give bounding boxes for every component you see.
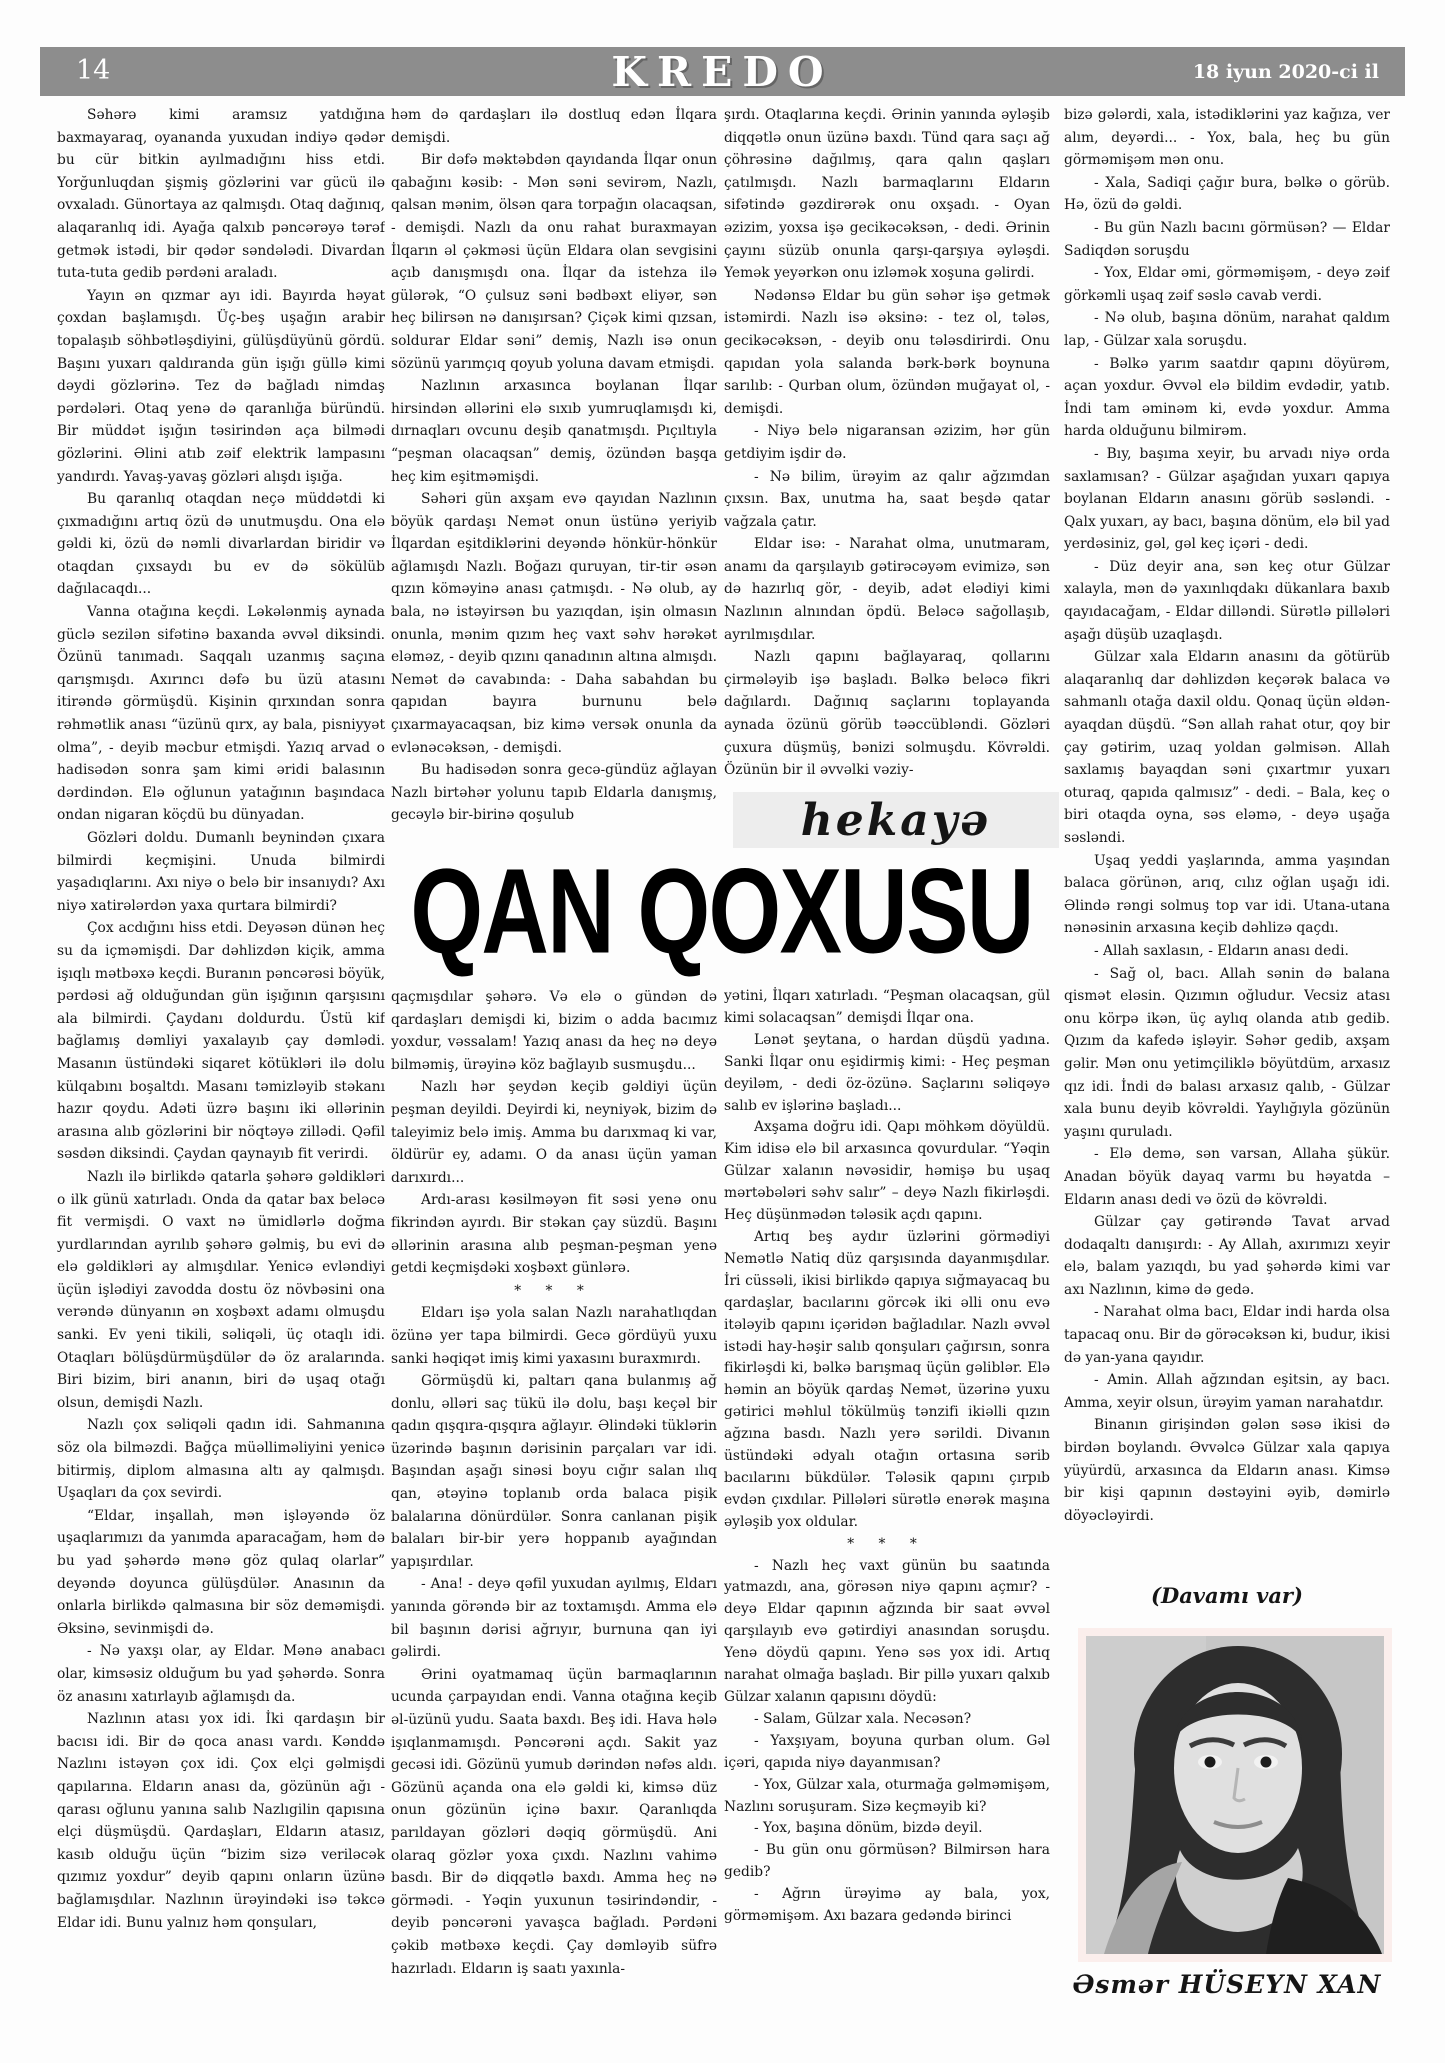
story-paragraph: - Bıy, başıma xeyir, bu arvadı niyə orda saxlamısan? - Gülzar aşağıdan yuxarı qapıya boylanan Eldarın anasını görüb səsləndi. - Qalx yuxarı, ay bacı, başına dönüm, elə bil yad yerdəsiniz, gəl, gəl keç içəri - dedi. (1064, 445, 1390, 553)
column-2-top (391, 104, 717, 854)
story-paragraph: - Yaxşıyam, boyuna qurban olum. Gəl içəri, qapıda niyə dayanmısan? (724, 1732, 1050, 1771)
issue-date: 18 iyun 2020-ci il (1192, 61, 1379, 83)
genre-label: hekayə (800, 794, 992, 846)
story-paragraph: Çox acdığını hiss etdi. Deyəsən dünən heç su da içməmişdi. Dar dəhlizdən kiçik, amma işıqlı mətbəxə keçdi. Buranın pəncərəsi böyük, pərdəsi ağ olduğundan gün işığının qarşısını ala bilmirdi. Çaydanı doldurdu. Üstü kif bağlamış dəmliyi yaxalayıb çay dəmlədi. Masanın üstündəki siqaret kötükləri ilə dolu külqabını boşaltdı. Masanı təmizləyib stəkanı hazır qoydu. Adəti üzrə başını iki əllərinin arasına alıb gözlərini bir nöqtəyə zillədi. Qəfil səsdən diksindi. Çaydan qaynayıb fit verirdi. (57, 920, 385, 1163)
author-photo (1078, 1628, 1392, 1962)
column-1 (57, 104, 385, 1984)
column-3-top (724, 104, 1050, 790)
story-paragraph: Nazlı qapını bağlayaraq, qollarını çirmələyib işə başladı. Bəlkə beləcə fikri dağılardı. Dağınıq saçlarını toplayanda aynada özünü görüb təəccübləndi. Gözləri çuxura düşmüş, bənizi solmuşdu. Kövrəldi. Özünün bir il əvvəlki vəziy- (724, 649, 1050, 779)
story-paragraph: şırdı. Otaqlarına keçdi. Ərinin yanında əyləşib diqqətlə onun üzünə baxdı. Tünd qara saçı ağ çöhrəsinə dağılmış, qara qalın qaşları çatılmışdı. Nazlı barmaqlarını Eldarın sifətində gəzdirərək onu oxşadı. - Oyan əzizim, yoxsa işə gecikəcəksən, - dedi. Ərinin çayını süzüb onunla qarşı-qarşıya əyləşdi. Yemək yeyərkən onu izləmək xoşuna gəlirdi. (724, 107, 1050, 282)
story-paragraph: Nədənsə Eldar bu gün səhər işə getmək istəmirdi. Nazlı isə əksinə: - tez ol, tələs, gecikəcəksən, - deyib onu tələsdirirdi. Onu qapıdan yola salanda bərk-bərk boynuna sarılıb: - Qurban olum, özündən muğayat ol, - demişdi. (724, 287, 1050, 417)
column-2-bottom (391, 986, 717, 2008)
story-paragraph: - Nazlı heç vaxt günün bu saatında yatmazdı, ana, görəsən niyə qapını açmır? - deyə Eldar qapının ağzında bir saat əvvəl qarşılayıb evə gətirdiyi anasından soruşdu. Yenə döydü qapını. Yenə səs yox idi. Artıq narahat olmağa başladı. Bir pillə yuxarı qalxıb Gülzar xalanın qapısını döydü: (724, 1557, 1050, 1705)
story-paragraph: Yayın ən qızmar ayı idi. Bayırda həyat çoxdan başlamışdı. Üç-beş uşağın arabir topalaşıb söhbətləşdiyini, gülüşdüyünü gördü. Başını yuxarı qaldıranda gün işığı güllə kimi dəydi gözlərinə. Tez də bağladı nimdaş pərdələri. Otaq yenə də qaranlığa büründü. Bir müddət işığın təsirindən aça bilmədi gözlərini. Əlini atıb zəif elektrik lampasını yandırdı. Yavaş-yavaş gözləri alışdı işığa. (57, 287, 385, 485)
story-paragraph: - Niyə belə nigaransan əzizim, hər gün getdiyim işdir də. (724, 423, 1050, 462)
section-separator: * * * (847, 1535, 927, 1552)
story-paragraph: Səhərə kimi aramsız yatdığına baxmayaraq, oyananda yuxudan indiyə qədər bu cür bitkin ayılmadığını hiss etdi. Yorğunluqdan şişmiş gözlərini var gücü ilə ovxaladı. Günortaya az qalmışdı. Otaq dağınıq, alaqaranlıq idi. Ayağa qalxıb pəncərəyə tərəf getmək istədi, bir qədər səndələdi. Divardan tuta-tuta gedib pərdəni araladı. (57, 107, 385, 282)
story-paragraph: yətini, İlqarı xatırladı. “Peşman olacaqsan, gül kimi solacaqsan” demişdi İlqar ona. (724, 988, 1050, 1026)
story-paragraph: - Nə olub, başına dönüm, narahat qaldım lap, - Gülzar xala soruşdu. (1064, 310, 1390, 349)
story-paragraph: Nazlının arxasınca boylanan İlqar hirsindən əllərini elə sıxıb yumruqlamışdı ki, dırnaqları ovcunu deşib qanatmışdı. Pıçıltıyla “peşman olacaqsan” demiş, özündən başqa heç kim eşitməmişdi. (391, 378, 717, 485)
story-paragraph: - Allah saxlasın, - Eldarın anası dedi. (1094, 942, 1349, 959)
story-paragraph: Binanın girişindən gələn səsə ikisi də birdən boylandı. Əvvəlcə Gülzar xala qapıya yüyürdü, arxasınca da Eldarın anası. Kimsə bir kişi qapının dəstəyini əyib, dəmirlə döyəcləyirdi. (1064, 1417, 1390, 1524)
story-paragraph: Nazlı çox səliqəli qadın idi. Sahmanına söz ola bilməzdi. Bağça müəlliməliyini yenicə bitirmiş, diplom almasına altı ay qalmışdı. Uşaqları da çox sevirdi. (57, 1417, 385, 1502)
story-paragraph: - Ana! - deyə qəfil yuxudan ayılmış, Eldarı yanında görəndə bir az toxtamışdı. Amma elə bil başının dərisi ağrıyır, burnuna qan iyi gəlirdi. (391, 1576, 717, 1661)
masthead: KREDO (611, 47, 834, 96)
story-paragraph: Axşama doğru idi. Qapı möhkəm döyüldü. Kim idisə elə bil arxasınca qovurdular. “Yəqin Gülzar xalanın nəvəsidir, həmişə bu uşaq mərtəbələri səhv salır” – deyə Nazlı fikirləşdi. Heç düşünmədən tələsik açdı qapını. (724, 1119, 1050, 1224)
continuation-note: (Davamı var) (1151, 1583, 1303, 1608)
story-paragraph: Gülzar xala Eldarın anasını da götürüb alaqaranlıq dar dəhlizdən keçərək balaca və sahmanlı otağa daxil oldu. Qonaq üçün əldən-ayaqdan düşdü. “Sən allah rahat otur, qoy bir çay gətirim, uzaq yoldan gəlmisən. Allah saxlamış bayaqdan səni çıxartmır yuxarı oturaq, qapıda qalmısız” - dedi. – Bala, keç o biri otaqda oyna, səs eləmə, - deyə uşağa səsləndi. (1064, 649, 1390, 846)
column-3-bottom (724, 986, 1050, 2008)
story-paragraph: - Nə yaxşı olar, ay Eldar. Mənə anabacı olar, kimsəsiz olduğum bu yad şəhərdə. Sonra öz anasını xatırlayıb ağlamışdı da. (57, 1643, 385, 1705)
genre-label-box (733, 792, 1059, 848)
story-paragraph: Gözləri doldu. Dumanlı beynindən çıxara bilmirdi keçmişini. Unuda bilmirdi yaşadıqlarını. Axı niyə o belə bir insanıydı? Axı niyə xatirələrdən yaxa qurtara bilmirdi? (57, 830, 385, 914)
story-paragraph: Görmüşdü ki, paltarı qana bulanmış ağ donlu, əlləri saç tükü ilə dolu, başı keçəl bir qadın qışqıra-qışqıra ağlayır. Əlindəki tüklərin üzərində başının dərisinin parçaları var idi. Başından aşağı sinəsi boyu cığır salan ılıq qan, ətəyinə toplanıb orda balaca pişik balalarına dönürdülər. Sonra canlanan pişik balaları bir-bir yerə hoppanıb ayağından yapışırdılar. (391, 1373, 717, 1570)
story-paragraph: Bu hadisədən sonra gecə-gündüz ağlayan Nazlı birtəhər yolunu tapıb Eldarla danışmış, gecəylə bir-birinə qoşulub (391, 762, 717, 824)
story-paragraph: “Eldar, inşallah, mən işləyəndə öz uşaqlarımızı da yanımda aparacağam, həm də bu yad şəhərdə mənə göz qulaq olarlar” deyəndə doyunca gülüşdülər. Anasının da onlarla birlikdə qalmasına bir söz deməmişdi. Əksinə, sevinmişdi də. (57, 1507, 385, 1637)
portrait-illustration (1086, 1636, 1384, 1954)
story-paragraph: - Bu gün Nazlı bacını görmüsən? — Eldar Sadiqdən soruşdu (1064, 219, 1390, 259)
story-paragraph: Bir dəfə məktəbdən qayıdanda İlqar onun qabağını kəsib: - Mən səni sevirəm, Nazlı, qalsan mənim, ölsən qara torpağın olacaqsan, - demişdi. Nazlı da onu rahat buraxmayan İlqarın əl çəkməsi üçün Eldara olan sevgisini açıb danışmışdı ona. İlqar da istehza ilə gülərək, “O çulsuz səni bədbəxt eliyər, sən heç bilirsən nə danışırsan? Çiçək kimi qızsan, soldurar Eldar səni” demiş, Nazlı isə onun sözünü yarımçıq qoyub yoluna davam etmişdi. (391, 152, 717, 372)
story-paragraph: Gülzar çay gətirəndə Tavat arvad dodaqaltı danışırdı: - Ay Allah, axırımızı xeyir elə, balam yazıqdı, bu yad şəhərdə kimi var axı Nazlının, kimə də gedə. (1064, 1214, 1390, 1298)
header-bar (40, 47, 1405, 96)
story-paragraph: - Yox, Gülzar xala, oturmağa gəlməmişəm, Nazlını soruşuram. Sizə keçməyib ki? (724, 1776, 1050, 1815)
story-paragraph: - Bəlkə yarım saatdır qapını döyürəm, açan yoxdur. Əvvəl elə bildim evdədir, yatıb. İndi tam əminəm ki, evdə yoxdur. Amma harda olduğunu bilmirəm. (1064, 355, 1390, 440)
story-paragraph: Vanna otağına keçdi. Ləkələnmiş aynada güclə sezilən sifətinə baxanda əvvəl diksindi. Özünü tanımadı. Saqqalı uzanmış saçına qarışmışdı. Axırıncı dəfə bu üzü atasını itirəndə görmüşdü. Kişinin qırxından sonra rəhmətlik anası “üzünü qırx, ay bala, pisniyyət olma”, - deyib məcbur etmişdi. Yazıq arvad o hadisədən sonra şam kimi əridi balasının dərdindən. Elə oğlunun yatağının başındaca ondan nigaran köçdü bu dünyadan. (57, 604, 385, 824)
story-paragraph: - Nə bilim, ürəyim az qalır ağzımdan çıxsın. Bax, unutma ha, saat beşdə qatar vağzala çatır. (724, 468, 1050, 530)
story-paragraph: bizə gələrdi, xala, istədiklərini yaz kağıza, ver alım, deyərdi... - Yox, bala, heç bu gün görməmişəm mən onu. (1064, 107, 1390, 169)
story-paragraph: - Düz deyir ana, sən keç otur Gülzar xalayla, mən də yaxınlıqdakı dükanlara baxıb qayıdacağam, - Eldar dilləndi. Sürətlə pillələri aşağı düşüb uzaqlaşdı. (1064, 558, 1390, 643)
story-paragraph: Eldarı işə yola salan Nazlı narahatlıqdan özünə yer tapa bilmirdi. Gecə gördüyü yuxu sanki həqiqət imiş kimi yaxasını buraxmırdı. (391, 1305, 717, 1367)
story-paragraph: - Xala, Sadiqi çağır bura, bəlkə o görüb. Hə, özü də gəldi. (1064, 174, 1390, 214)
column-4 (1064, 104, 1390, 1581)
story-paragraph: Nazlı hər şeydən keçib gəldiyi üçün peşman deyildi. Deyirdi ki, neyniyək, bizim də taleyimiz belə imiş. Amma bu darıxmaq ki var, öldürür ey, adamı. O da anası üçün yaman darıxırdı... (391, 1079, 717, 1186)
story-paragraph: həm də qardaşları ilə dostluq edən İlqara demişdi. (391, 107, 717, 146)
story-paragraph: - Elə demə, sən varsan, Allaha şükür. Anadan böyük dayaq varmı bu həyatda – Eldarın anası dedi və özü də kövrəldi. (1064, 1146, 1390, 1208)
story-paragraph: - Yox, Eldar əmi, görməmişəm, - deyə zəif görkəmli uşaq zəif səslə cavab verdi. (1064, 265, 1390, 304)
story-paragraph: Ardı-arası kəsilməyən fit səsi yenə onu fikrindən ayırdı. Bir stəkan çay süzdü. Başını əllərinin arasına alıb peşman-peşman yenə getdi keçmişdəki xoşbəxt günlərə. (391, 1192, 717, 1277)
story-paragraph: - Salam, Gülzar xala. Necəsən? (754, 1710, 972, 1727)
story-paragraph: Nazlının atası yox idi. İki qardaşın bir bacısı idi. Bir də qoca anası vardı. Kənddə Nazlını istəyən çox idi. Çox elçi gəlmişdi qapılarına. Eldarın anası da, gözünün ağı - qarası oğlunu yanına salıb Nazlıgilin qapısına elçi düşmüşdü. Qardaşları, Eldarın atasız, kasıb olduğu üçün “bizim sizə veriləcək qızımız yoxdur” deyib qapını onların üzünə bağlamışdılar. Nazlının ürəyindəki isə təkcə Eldar idi. Bunu yalnız həm qonşuları, (57, 1711, 385, 1931)
story-paragraph: Artıq beş aydır üzlərini görmədiyi Nemətlə Natiq düz qarşısında dayanmışdılar. İri cüssəli, ikisi birlikdə qapıya sığmayacaq bu qardaşlar, bacılarını görcək iki əlli onu evə itələyib qapını içəridən bağladılar. Nazlı əvvəl istədi hay-həşir salıb qonşuları çağırsın, sonra fikirləşdi ki, bəlkə barışmaq üçün gəliblər. Elə həmin an böyük qardaş Nemət, üzərinə yuxu gətirici məhlul tökülmüş tənzifi ikiəlli qızın ağzına basdı. Nazlı yerə sərildi. Divanın üstündəki ədyalı otağın ortasına sərib bacılarını bükdülər. Tələsik qapını çırpıb evdən çıxdılar. Pillələri sürətlə enərək maşına əyləşib yox oldular. (724, 1228, 1050, 1530)
story-paragraph: Eldar isə: - Narahat olma, unutmaram, anamı da qarşılayıb gətirəcəyəm evimizə, sən də hazırlıq gör, - deyib, adət elədiyi kimi Nazlının alnından öpdü. Beləcə sağollaşıb, ayrılmışdılar. (724, 536, 1050, 643)
page-number: 14 (76, 55, 111, 86)
story-paragraph: Lənət şeytana, o hardan düşdü yadına. Sanki İlqar onu eşidirmiş kimi: - Heç peşman deyiləm, - dedi öz-özünə. Saçlarını səliqəyə salıb ev işlərinə başladı... (724, 1031, 1050, 1114)
story-paragraph: Uşaq yeddi yaşlarında, amma yaşından balaca görünən, arıq, cılız oğlan uşağı idi. Əlində rəngi solmuş top var idi. Utana-utana nənəsinin arxasına keçib dəhlizə qaçdı. (1064, 852, 1390, 937)
story-paragraph: Bu qaranlıq otaqdan neçə müddətdi ki çıxmadığını artıq özü də unutmuşdu. Ona elə gəldi ki, özü də nəmli divarlardan biridir və otaqdan çıxsaydı bu ev də sökülüb dağılacaqdı... (57, 491, 385, 598)
story-paragraph: - Narahat olma bacı, Eldar indi harda olsa tapacaq onu. Bir də görəcəksən ki, budur, ikisi də yan-yana qayıdır. (1064, 1304, 1390, 1366)
story-headline (388, 843, 1056, 979)
section-separator: * * * (514, 1282, 594, 1299)
story-paragraph: - Bu gün onu görmüsən? Bilmirsən hara gedib? (724, 1842, 1050, 1881)
story-paragraph: - Sağ ol, bacı. Allah sənin də balana qismət eləsin. Qızımın oğludur. Vecsiz atası onu körpə ikən, üç aylıq olanda atıb gedib. Qızım da kafedə işləyir. Səhər gedib, axşam gəlir. Mən onu yetimçiliklə böyütdüm, arxasız qız idi. İndi də balası arxasız qalıb, - Gülzar xala bunu deyib kövrəldi. Yaylığıyla gözünün yaşını quruladı. (1064, 965, 1390, 1140)
story-headline-text: QAN QOXUSU (410, 843, 1034, 979)
story-paragraph: Ərini oyatmamaq üçün barmaqlarının ucunda çarpayıdan endi. Vanna otağına keçib əl-üzünü yudu. Saata baxdı. Beş idi. Hava hələ işıqlanmamışdı. Pəncərəni açdı. Sakit yaz gecəsi idi. Gözünü yumub dərindən nəfəs aldı. Gözünü açanda ona elə gəldi ki, kimsə düz onun gözünün içinə baxır. Qaranlıqda parıldayan gözləri dəqiq görmüşdü. Ani olaraq gözlər yoxa çıxdı. Nazlını vahimə basdı. Bir də diqqətlə baxdı. Amma heç nə görmədi. - Yəqin yuxunun təsirindəndir, - deyib pəncərəni yavaşca bağladı. Pərdəni çəkib mətbəxə keçdi. Çay dəmləyib süfrə hazırladı. Eldarın iş saatı yaxınla- (391, 1666, 717, 1977)
story-paragraph: - Ağrın ürəyimə ay bala, yox, görməmişəm. Axı bazara gedəndə birinci (724, 1886, 1050, 1925)
story-paragraph: - Yox, başına dönüm, bizdə deyil. (754, 1820, 983, 1837)
story-paragraph: Nazlı ilə birlikdə qatarla şəhərə gəldikləri o ilk günü xatırladı. Onda da qatar bax beləcə fit vermişdi. O vaxt nə ümidlərlə doğma yurdlarından ayrılıb şəhərə gəlmiş, bu evi də elə gəldikləri ay almışdılar. Yenicə evləndiyi üçün işlədiyi zavodda dostu öz növbəsini ona verəndə dünyanın ən xoşbəxt adamı olmuşdu sanki. Ev yeni tikili, səliqəli, üç otaqlı idi. Otaqları bölüşdürmüşdülər də öz aralarında. Biri bizim, biri ananın, biri də uşaq otağı olsun, demişdi Nazlı. (57, 1168, 385, 1411)
story-paragraph: qaçmışdılar şəhərə. Və elə o gündən də qardaşları demişdi ki, bizim o adda bacımız yoxdur, vəssalam! Yazıq anası da heç nə deyə bilməmiş, ürəyinə köz bağlayıb susmuşdu... (391, 989, 717, 1073)
story-paragraph: Səhəri gün axşam evə qayıdan Nazlının böyük qardaşı Nemət onun üstünə yeriyib İlqardan eşitdiklərini deyəndə hönkür-hönkür ağlamışdı Nazlı. Boğazı quruyan, tir-tir əsən qızın köməyinə anası çatmışdı. - Nə olub, ay bala, nə istəyirsən bu yazıqdan, işin olmasın onunla, mənim qızım heç vaxt səhv hərəkət eləməz, - deyib qızını qanadının altına almışdı. Nemət də cavabında: - Daha sabahdan bu qapıdan bayıra burnunu belə çıxarmayacaqsan, biz kimə versək onunla da evlənəcəksən, - demişdi. (391, 491, 717, 756)
story-paragraph: - Amin. Allah ağzından eşitsin, ay bacı. Amma, xeyir olsun, ürəyim yaman narahatdır. (1064, 1372, 1390, 1411)
author-caption: Əsmər HÜSEYN XAN (1072, 1970, 1382, 1999)
